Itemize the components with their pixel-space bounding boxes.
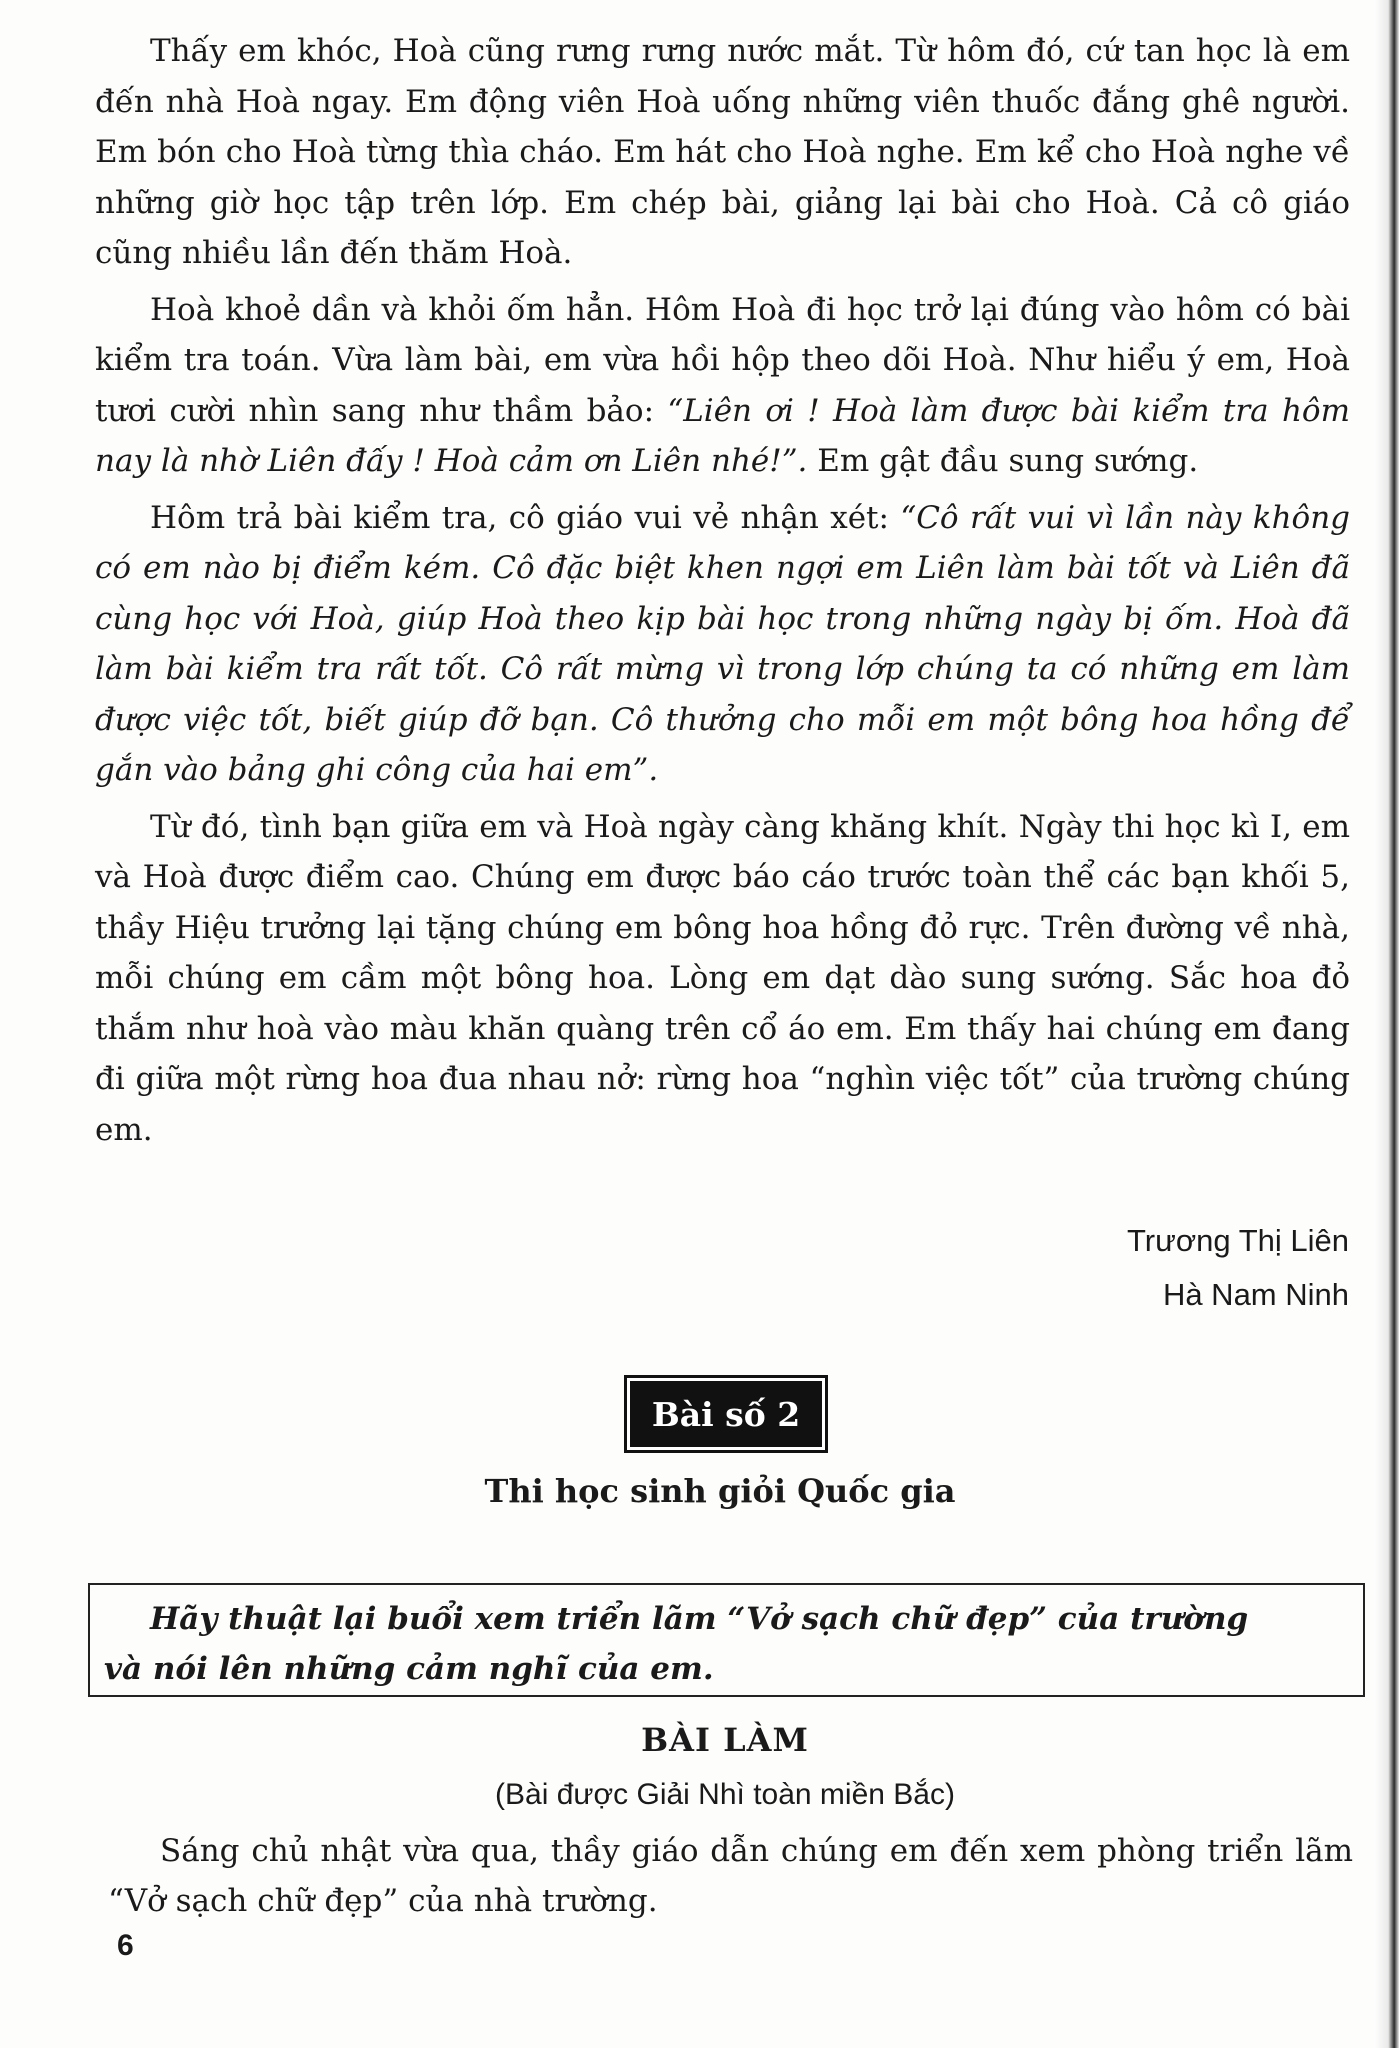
essay-prompt-line-1: Hãy thuật lại buổi xem triển lãm “Vở sạch chữ đẹp” của trường	[150, 1601, 1249, 1637]
paragraph-math-test-lead: Hoà khoẻ dần và khỏi ốm hẳn. Hôm Hoà đi học trở lại đúng vào hôm có bài kiểm tra toán. Vừa làm bài, em vừa hồi hộp theo dõi Hoà. Như hiểu ý em, Hoà tươi cười nhìn sang như thầm bảo:	[95, 291, 1350, 429]
lesson-tag: Bài số 2	[624, 1375, 828, 1453]
paragraph-friendship: Từ đó, tình bạn giữa em và Hoà ngày càng khăng khít. Ngày thi học kì I, em và Hoà được điểm cao. Chúng em được báo cáo trước toàn thể các bạn khối 5, thầy Hiệu trưởng lại tặng chúng em bông hoa hồng đỏ rực. Trên đường về nhà, mỗi chúng em cầm một bông hoa. Lòng em dạt dào sung sướng. Sắc hoa đỏ thắm như hoà vào màu khăn quàng trên cổ áo em. Em thấy hai chúng em đang đi giữa một rừng hoa đua nhau nở: rừng hoa “nghìn việc tốt” của trường chúng em.	[95, 808, 1350, 1148]
story-body	[95, 26, 1350, 1161]
paragraph-visiting-hoa: Thấy em khóc, Hoà cũng rưng rưng nước mắt. Từ hôm đó, cứ tan học là em đến nhà Hoà ngay. Em động viên Hoà uống những viên thuốc đắng ghê người. Em bón cho Hoà từng thìa cháo. Em hát cho Hoà nghe. Em kể cho Hoà nghe về những giờ học tập trên lớp. Em chép bài, giảng lại bài cho Hoà. Cả cô giáo cũng nhiều lần đến thăm Hoà.	[95, 33, 1350, 271]
paragraph-math-test	[95, 285, 1350, 487]
hoa-quote: “Liên ơi ! Hoà làm được bài kiểm tra hôm nay là nhờ Liên đấy ! Hoà cảm ơn Liên nhé!”.	[95, 392, 1350, 479]
award-note: (Bài được Giải Nhì toàn miền Bắc)	[495, 1778, 955, 1811]
essay-prompt-line-2: và nói lên những cảm nghĩ của em.	[104, 1651, 714, 1687]
paragraph-teacher-remark	[95, 493, 1350, 796]
page-edge-shadow	[1375, 0, 1399, 2048]
page-number: 6	[117, 1929, 134, 1962]
author-place: Hà Nam Ninh	[1162, 1277, 1349, 1312]
teacher-quote: “Cô rất vui vì lần này không có em nào bị điểm kém. Cô đặc biệt khen ngợi em Liên làm bài tốt và Liên đã cùng học với Hoà, giúp Hoà theo kịp bài học trong những ngày bị ốm. Hoà đã làm bài kiểm tra rất tốt. Cô rất mừng vì trong lớp chúng ta có những em làm được việc tốt, biết giúp đỡ bạn. Cô thưởng cho mỗi em một bông hoa hồng để gắn vào bảng ghi công của hai em”.	[95, 499, 1351, 788]
essay-opening-paragraph: Sáng chủ nhật vừa qua, thầy giáo dẫn chúng em đến xem phòng triển lãm “Vở sạch chữ đẹp” của nhà trường.	[108, 1833, 1353, 1919]
essay-heading: BÀI LÀM	[641, 1721, 809, 1759]
contest-title: Thi học sinh giỏi Quốc gia	[484, 1472, 956, 1510]
essay-opening	[108, 1826, 1353, 1926]
author-name: Trương Thị Liên	[1126, 1223, 1349, 1258]
paragraph-teacher-remark-lead: Hôm trả bài kiểm tra, cô giáo vui vẻ nhận xét:	[150, 499, 901, 536]
essay-prompt-box	[88, 1583, 1365, 1697]
paragraph-math-test-tail: Em gật đầu sung sướng.	[807, 443, 1199, 479]
signature	[1127, 1214, 1349, 1322]
